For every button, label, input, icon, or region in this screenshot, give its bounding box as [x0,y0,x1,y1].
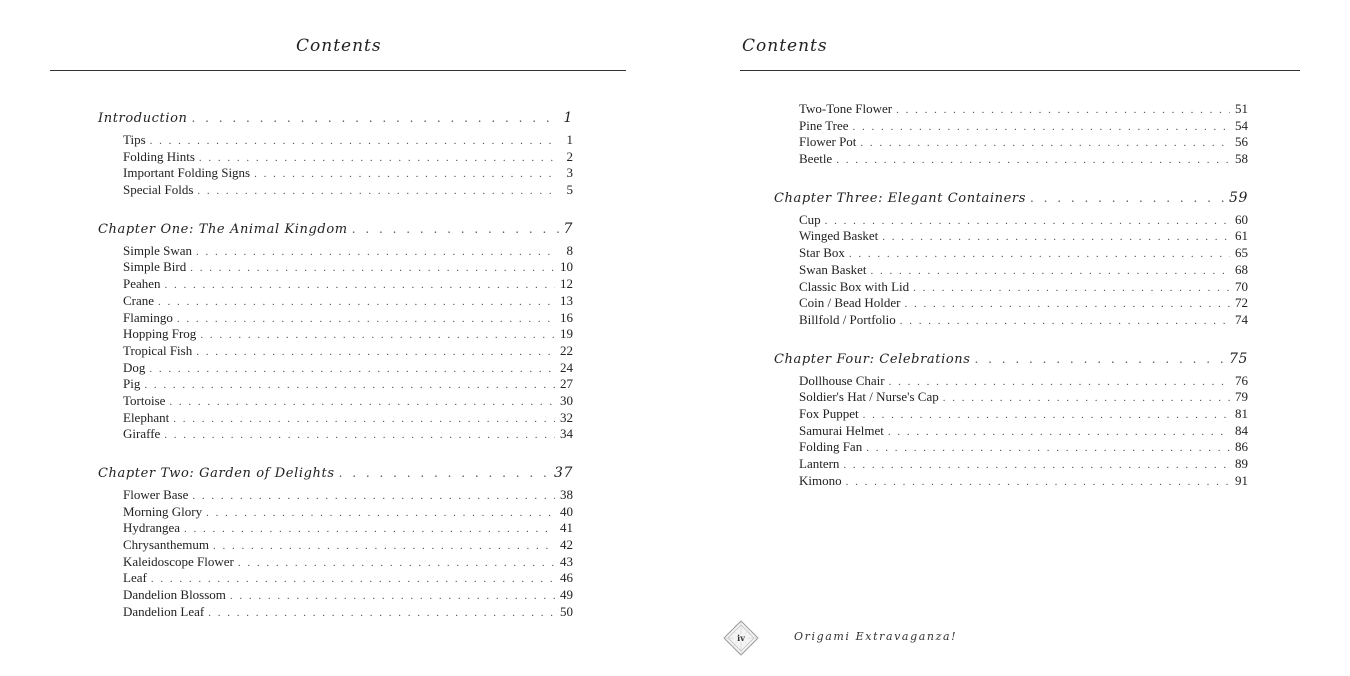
dot-leader [197,183,555,200]
chapter-entry-page-number: 1 [563,110,573,126]
toc-entry-label: Tortoise [123,392,166,408]
toc-entry [98,343,573,360]
toc-entry-page-number: 86 [1235,439,1248,455]
dot-leader [866,440,1230,457]
toc-entry-label: Hopping Frog [123,326,197,342]
page-number-emblem [723,620,759,656]
dot-leader [943,390,1230,407]
dot-leader [352,217,560,241]
toc-entry-label: Coin / Bead Holder [799,295,901,311]
toc-entry-label: Star Box [799,245,845,261]
toc-entry [774,312,1248,329]
toc-entry-page-number: 3 [566,165,573,181]
chapter-entry [98,461,573,485]
toc-entry-page-number: 54 [1235,117,1248,133]
toc-entry [774,151,1248,168]
toc-entry [774,389,1248,406]
header-rule [50,70,626,71]
dot-leader [896,102,1230,119]
toc-entry-page-number: 32 [560,409,573,425]
toc-entry [98,426,573,443]
left-page [0,0,660,676]
dot-leader [192,488,555,505]
toc-entry-label: Classic Box with Lid [799,278,910,294]
toc-entry [98,310,573,327]
dot-leader [177,311,555,328]
toc-entry-label: Winged Basket [799,228,879,244]
toc-entry [98,604,573,621]
toc-entry [98,520,573,537]
dot-leader [846,474,1230,491]
toc-entry-page-number: 12 [560,276,573,292]
toc-entry-label: Folding Fan [799,439,863,455]
toc-entry-label: Kimono [799,472,842,488]
toc-entry-label: Two-Tone Flower [799,101,893,116]
chapter-section [98,461,573,621]
toc-entry [98,326,573,343]
toc-entry-page-number: 2 [566,148,573,164]
header-rule [740,70,1300,71]
toc-entry-page-number: 10 [560,259,573,275]
dot-leader [904,296,1230,313]
dot-leader [208,605,555,622]
page-header: Contents [742,36,828,56]
toc-entry [98,132,573,149]
dot-leader [860,135,1230,152]
toc-entry-page-number: 76 [1235,372,1248,388]
toc-entry [98,487,573,504]
toc-entry [774,406,1248,423]
toc-entry [98,393,573,410]
dot-leader [158,294,555,311]
page-number: iv [737,633,745,643]
dot-leader [230,588,555,605]
toc-entry [98,182,573,199]
toc-entry-page-number: 34 [560,426,573,442]
toc-entry-page-number: 84 [1235,422,1248,438]
toc-entry-page-number: 79 [1235,389,1248,405]
dot-leader [192,106,560,130]
toc-entry [774,295,1248,312]
toc-entry-page-number: 38 [560,487,573,502]
dot-leader [843,457,1230,474]
dot-leader [190,260,555,277]
toc-entry-page-number: 65 [1235,245,1248,261]
dot-leader [196,344,555,361]
right-page [690,0,1350,676]
toc-entry-page-number: 89 [1235,456,1248,471]
toc-entry-page-number: 51 [1235,101,1248,116]
toc-entry-label: Important Folding Signs [123,165,251,181]
toc-entry-label: Kaleidoscope Flower [123,553,234,569]
toc-entry-label: Fox Puppet [799,405,859,421]
toc-entry-page-number: 91 [1235,472,1248,488]
dot-leader [164,427,555,444]
dot-leader [836,152,1230,169]
toc-entry-label: Tips [123,132,146,147]
toc-entry-page-number: 27 [560,376,573,392]
toc-entry [774,245,1248,262]
toc-entry-label: Dandelion Leaf [123,603,205,619]
toc-entry [98,537,573,554]
toc-entry-label: Flower Base [123,487,189,502]
chapter-entry-page-number: 75 [1228,350,1248,367]
toc-entry-label: Dollhouse Chair [799,372,885,388]
toc-entry [98,504,573,521]
toc-entry-page-number: 22 [560,342,573,358]
toc-entry-label: Hydrangea [123,520,181,536]
toc-entry-label: Pine Tree [799,117,849,133]
chapter-section [98,106,573,199]
toc-entry-label: Tropical Fish [123,342,193,358]
toc-entry [774,212,1248,229]
dot-leader [238,555,555,572]
dot-leader [871,263,1230,280]
dot-leader [852,119,1230,136]
dot-leader [151,571,555,588]
dot-leader [825,213,1230,230]
toc-entry-label: Simple Bird [123,259,187,275]
toc-entry-page-number: 68 [1235,261,1248,277]
dot-leader [900,313,1230,330]
toc-entry [774,262,1248,279]
chapter-entry-label: Chapter Four: Celebrations [774,351,971,367]
toc-entry-page-number: 43 [560,553,573,569]
dot-leader [196,244,555,261]
toc-entry-label: Swan Basket [799,261,867,277]
dot-leader [913,280,1230,297]
dot-leader [149,361,555,378]
chapter-entry-page-number: 59 [1228,189,1248,206]
chapter-section [98,217,573,443]
chapter-entry-label: Chapter One: The Animal Kingdom [98,221,348,237]
toc-entry [774,373,1248,390]
dot-leader [888,424,1230,441]
book-title: Origami Extravaganza! [794,630,958,643]
dot-leader [254,166,555,183]
chapter-entry [774,186,1248,210]
toc-entry [98,293,573,310]
toc-entry-label: Leaf [123,570,147,586]
dot-leader [882,229,1230,246]
toc-entry-label: Beetle [799,151,833,167]
dot-leader [206,505,555,522]
chapter-entry-label: Chapter Two: Garden of Delights [98,466,335,481]
dot-leader [849,246,1230,263]
toc-entry-page-number: 56 [1235,134,1248,150]
toc-entry [774,423,1248,440]
toc-entry-label: Crane [123,292,155,308]
toc-entry [98,259,573,276]
toc-entry-label: Cup [799,211,821,227]
toc-entry [774,279,1248,296]
chapter-entry-label: Chapter Three: Elegant Containers [774,190,1026,206]
dot-leader [213,538,555,555]
toc-entry-label: Special Folds [123,182,194,198]
chapter-entry-page-number: 37 [553,465,573,481]
toc-entry-page-number: 19 [560,326,573,342]
chapter-entry [774,347,1248,371]
dot-leader [863,407,1230,424]
toc-entry [774,439,1248,456]
toc-entry-label: Folding Hints [123,148,195,164]
toc-entry-page-number: 24 [560,359,573,375]
toc-entry-page-number: 5 [566,182,573,198]
toc-entry-page-number: 41 [560,520,573,536]
toc-entry [774,134,1248,151]
toc-entry [98,587,573,604]
toc-entry-label: Peahen [123,276,161,292]
dot-leader [173,411,555,428]
toc-entry-page-number: 13 [560,292,573,308]
page-header: Contents [296,36,382,56]
toc-entry-label: Elephant [123,409,170,425]
toc-entry-page-number: 70 [1235,278,1248,294]
toc-entry-label: Flower Pot [799,134,857,150]
dot-leader [169,394,555,411]
dot-leader [200,327,555,344]
toc-entry-page-number: 72 [1235,295,1248,311]
dot-leader [975,347,1225,371]
toc-entry [774,101,1248,118]
toc-entry [98,554,573,571]
toc-entry-page-number: 40 [560,503,573,519]
dot-leader [165,277,555,294]
toc-entry [98,149,573,166]
toc-entry [98,165,573,182]
continued-section [774,101,1248,168]
toc-entry-page-number: 49 [560,587,573,603]
dot-leader [144,377,555,394]
toc-entry-label: Billfold / Portfolio [799,311,896,327]
toc-entry [98,570,573,587]
toc-entry-label: Giraffe [123,426,161,442]
chapter-section [774,347,1248,490]
dot-leader [150,133,555,150]
toc-entry-page-number: 16 [560,309,573,325]
toc-entry-label: Lantern [799,456,840,471]
toc-entry [774,456,1248,473]
toc-entry [98,360,573,377]
toc-entry-label: Morning Glory [123,503,203,519]
toc-entry-label: Dog [123,359,146,375]
dot-leader [339,461,550,485]
chapter-entry-page-number: 7 [563,220,573,237]
toc-entry-label: Soldier's Hat / Nurse's Cap [799,389,939,405]
toc-entry-label: Samurai Helmet [799,422,884,438]
table-of-contents [774,101,1248,507]
toc-entry-label: Pig [123,376,141,392]
toc-entry-label: Chrysanthemum [123,537,209,553]
toc-entry-page-number: 30 [560,392,573,408]
chapter-entry [98,217,573,241]
dot-leader [1030,186,1225,210]
toc-entry-page-number: 46 [560,570,573,586]
toc-entry [98,376,573,393]
dot-leader [199,150,555,167]
dot-leader [184,521,555,538]
toc-entry [774,118,1248,135]
toc-entry-page-number: 74 [1235,311,1248,327]
chapter-entry [98,106,573,130]
toc-entry-label: Simple Swan [123,242,192,258]
chapter-section [774,186,1248,329]
toc-entry-page-number: 60 [1235,211,1248,227]
toc-entry-label: Flamingo [123,309,173,325]
toc-entry [98,410,573,427]
toc-entry-page-number: 61 [1235,228,1248,244]
toc-entry-page-number: 50 [560,603,573,619]
toc-entry [98,243,573,260]
toc-entry-page-number: 8 [566,242,573,258]
toc-entry [774,228,1248,245]
dot-leader [889,374,1230,391]
toc-entry-page-number: 1 [566,132,573,147]
toc-entry-page-number: 42 [560,537,573,553]
toc-entry-page-number: 58 [1235,151,1248,167]
toc-entry-label: Dandelion Blossom [123,587,226,603]
chapter-entry-label: Introduction [98,111,188,126]
toc-entry-page-number: 81 [1235,405,1248,421]
table-of-contents [98,106,573,639]
toc-entry [98,276,573,293]
toc-entry [774,473,1248,490]
